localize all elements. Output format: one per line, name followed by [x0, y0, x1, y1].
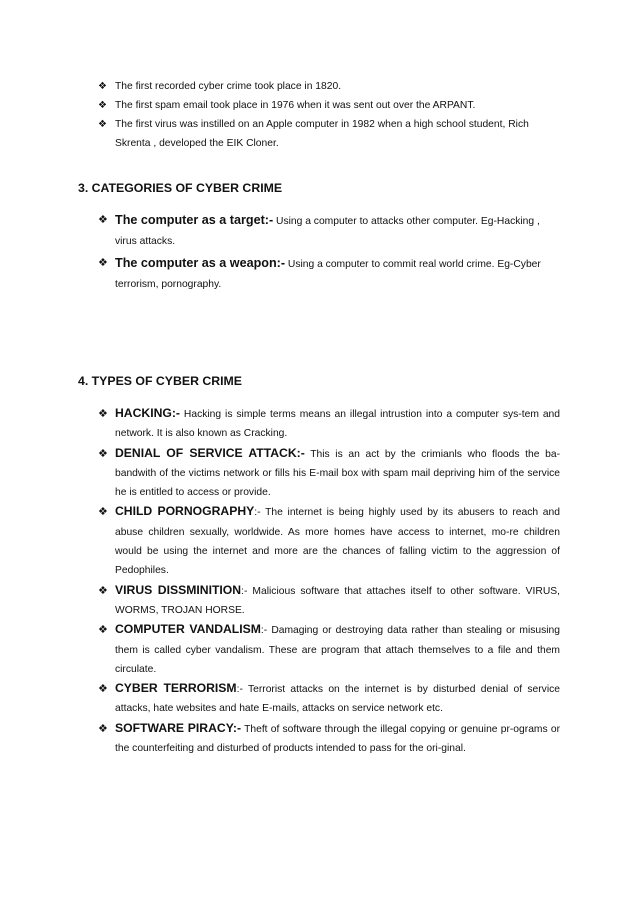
- type-term: DENIAL OF SERVICE ATTACK:-: [115, 445, 305, 460]
- diamond-bullet-icon: ❖: [98, 446, 108, 460]
- type-description: :- Terrorist attacks on the internet is by disturbed denial of service attacks, hate websites and hate E-mails, attacks on service network etc.: [115, 684, 560, 715]
- type-term: SOFTWARE PIRACY:-: [115, 720, 242, 735]
- list-item: [98, 115, 548, 153]
- list-item: [98, 502, 560, 580]
- types-list: [98, 404, 560, 758]
- diamond-bullet-icon: ❖: [98, 583, 108, 597]
- list-item: [98, 253, 553, 295]
- list-item: [98, 719, 560, 759]
- type-description: This is an act by the crimianls who floods the ba-bandwith of the victims network or fills his E-mail box with spam mail depriving him of the service he is entitled to access or provide.: [115, 448, 560, 499]
- type-term: CYBER TERRORISM: [115, 681, 237, 696]
- type-description: Hacking is simple terms means an illegal intrustion into a computer sys-tem and network. It is also known as Cracking.: [115, 409, 560, 440]
- fact-text: The first recorded cyber crime took place in 1820.: [115, 81, 342, 92]
- category-term: The computer as a target:-: [115, 213, 274, 227]
- fact-text: The first spam email took place in 1976 when it was sent out over the ARPANT.: [115, 100, 476, 111]
- fact-text: The first virus was instilled on an Apple computer in 1982 when a high school student, Rich Skrenta , developed the EIK Cloner.: [115, 119, 529, 149]
- diamond-bullet-icon: ❖: [98, 119, 107, 130]
- type-description: :- Damaging or destroying data rather than stealing or misusing them is called cyber vandalism. These are program that attach themselves to a file and them circulate.: [115, 625, 561, 675]
- list-item: [98, 581, 560, 621]
- diamond-bullet-icon: ❖: [98, 623, 108, 637]
- category-term: The computer as a weapon:-: [115, 256, 286, 270]
- diamond-bullet-icon: ❖: [98, 407, 108, 420]
- categories-list: [98, 210, 553, 296]
- list-item: [98, 444, 560, 503]
- diamond-bullet-icon: ❖: [98, 100, 107, 111]
- category-description: Using a computer to attacks other computer. Eg-Hacking , virus attacks.: [115, 216, 540, 247]
- type-term: COMPUTER VANDALISM: [115, 622, 261, 637]
- intro-fact-list: [98, 77, 548, 153]
- diamond-bullet-icon: ❖: [98, 213, 108, 226]
- diamond-bullet-icon: ❖: [98, 81, 107, 92]
- section-3-heading: 3. CATEGORIES OF CYBER CRIME: [78, 181, 283, 195]
- type-term: CHILD PORNOGRAPHY: [115, 504, 255, 519]
- list-item: [98, 404, 560, 444]
- list-item: [98, 210, 553, 252]
- type-term: VIRUS DISSMINITION: [115, 582, 242, 597]
- diamond-bullet-icon: ❖: [98, 682, 108, 696]
- type-description: :- The internet is being highly used by its abusers to reach and abuse children sexually, worldwide. As more homes have access to internet, mo-re children would be using the internet and more are the chances of falling victim to the aggression of Pedophiles.: [115, 507, 560, 577]
- list-item: [98, 679, 560, 719]
- diamond-bullet-icon: ❖: [98, 505, 108, 519]
- list-item: [98, 620, 560, 679]
- section-4-heading: 4. TYPES OF CYBER CRIME: [78, 374, 242, 388]
- list-item: [98, 96, 548, 115]
- type-description: Theft of software through the illegal copying or genuine pr-ograms or the counterfeiting and disturbed of products intended to pass for the ori-ginal.: [115, 723, 561, 755]
- type-term: HACKING:-: [115, 406, 180, 420]
- category-description: Using a computer to commit real world crime. Eg-Cyber terrorism, pornography.: [115, 259, 541, 290]
- list-item: [98, 77, 548, 96]
- type-description: :- Malicious software that attaches itself to other software. VIRUS, WORMS, TROJAN HORSE.: [115, 585, 560, 616]
- diamond-bullet-icon: ❖: [98, 721, 108, 735]
- diamond-bullet-icon: ❖: [98, 256, 108, 269]
